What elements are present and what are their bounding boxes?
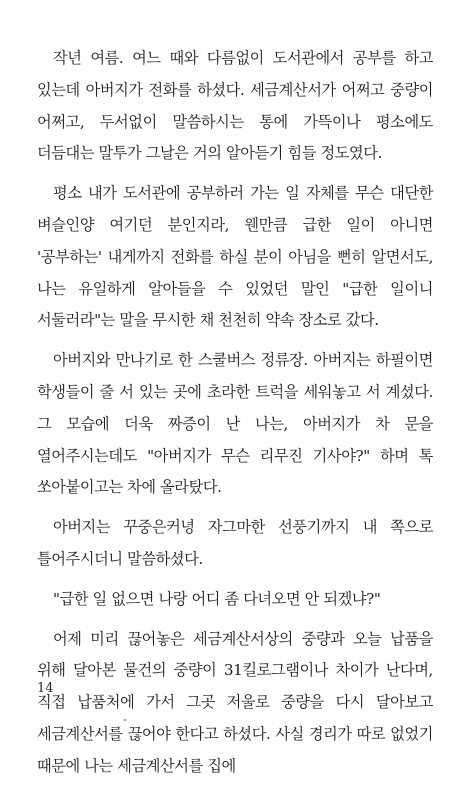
scan-speck bbox=[123, 719, 127, 721]
paragraph-2: 평소 내가 도서관에 공부하러 가는 일 자체를 무슨 대단한 벼슬인양 여기던 분인지라, 웬만큼 급한 일이 아니면 '공부하는' 내게까지 전화를 하실 분이 아님을 뻔히 알면서도, 나는 유일하게 알아들을 수 있었던 말인 "급한 일이니 서둘러라"는 말을 무시한 채 천천히 약속 장소로 갔다. bbox=[37, 184, 433, 330]
paragraph-5-dialogue: "급한 일 없으면 나랑 어디 좀 다녀오면 안 되겠냐?" bbox=[53, 589, 381, 608]
paragraph-4: 아버지는 꾸중은커녕 자그마한 선풍기까지 내 쪽으로 틀어주시더니 말씀하셨다. bbox=[37, 518, 433, 568]
body-text bbox=[37, 43, 433, 791]
page-number: 14 bbox=[37, 681, 54, 696]
paragraph-3: 아버지와 만나기로 한 스쿨버스 정류장. 아버지는 하필이면 학생들이 줄 서 있는 곳에 초라한 트럭을 세워놓고 서 계셨다. 그 모습에 더욱 짜증이 난 나는, 아버지가 차 문을 열어주시는데도 "아버지가 무슨 리무진 기사야?" 하며 톡 쏘아붙이고는 차에 올라탔다. bbox=[37, 351, 433, 497]
paragraph-6: 어제 미리 끊어놓은 세금계산서상의 중량과 오늘 납품을 위해 달아본 물건의 중량이 31킬로그램이나 차이가 난다며, 직접 납품처에 가서 그곳 저울로 중량을 다시 달아보고 세금계산서를 끊어야 한다고 하셨다. 사실 경리가 따로 없었기 때문에 나는 세금계산서를 집에 bbox=[37, 629, 433, 775]
paragraph-1: 작년 여름. 여느 때와 다름없이 도서관에서 공부를 하고 있는데 아버지가 전화를 하셨다. 세금계산서가 어쩌고 중량이 어쩌고, 두서없이 말씀하시는 통에 가뜩이나 평소에도 더듬대는 말투가 그날은 거의 알아듣기 힘들 정도였다. bbox=[37, 49, 433, 163]
